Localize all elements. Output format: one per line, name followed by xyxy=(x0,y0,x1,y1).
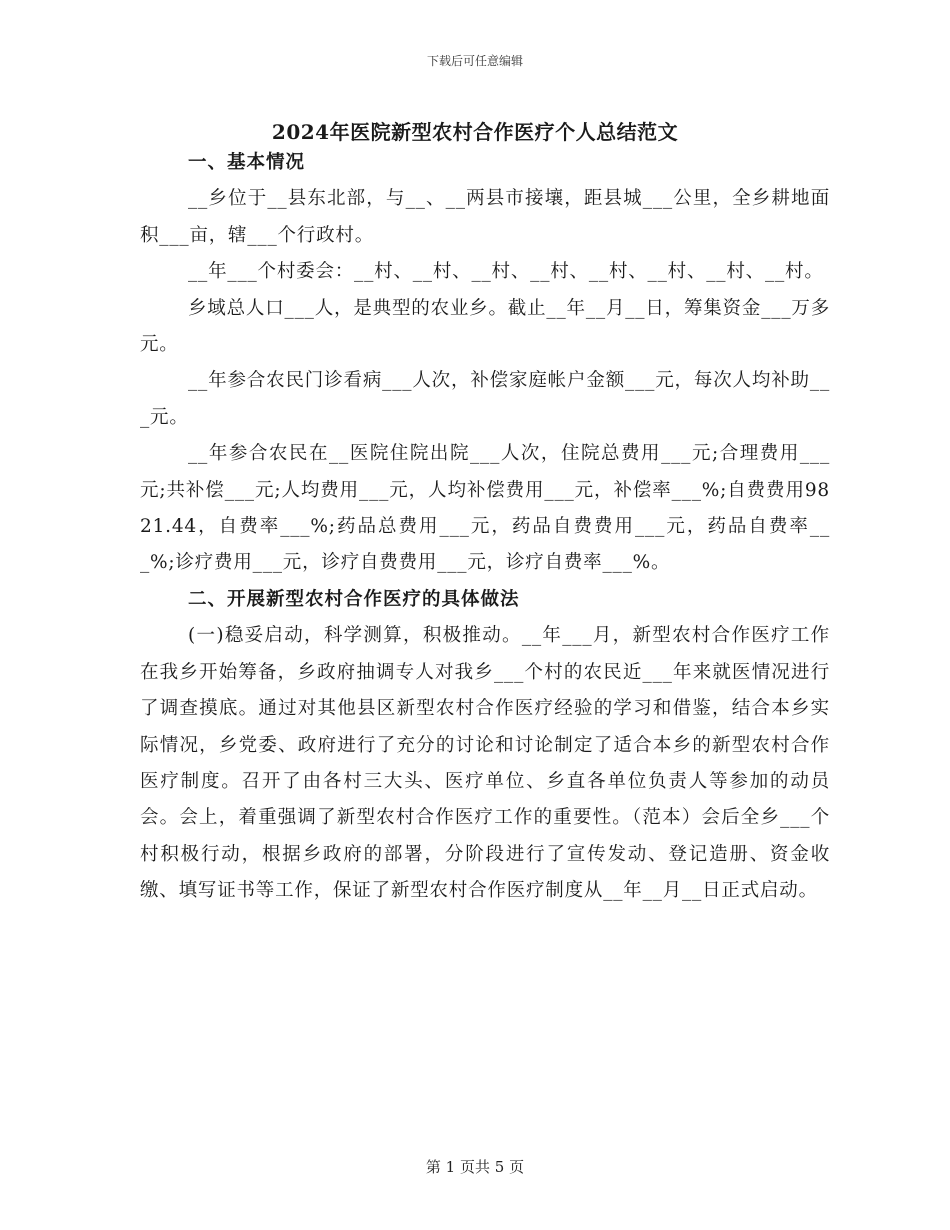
document-body xyxy=(140,145,830,910)
section-heading: 二、开展新型农村合作医疗的具体做法 xyxy=(188,588,520,610)
document-title: 2024年医院新型农村合作医疗个人总结范文 xyxy=(271,120,679,144)
page-header: 下载后可任意编辑 xyxy=(426,54,523,68)
paragraph: __年参合农民门诊看病___人次，补偿家庭帐户金额___元，每次人均补助___元。 xyxy=(140,370,830,428)
paragraph: 乡域总人口___人，是典型的农业乡。截止__年__月__日，筹集资金___万多元。 xyxy=(140,297,830,356)
paragraph: __年___个村委会：__村、__村、__村、__村、__村、__村、__村、__村。 xyxy=(188,261,824,283)
section-heading: 一、基本情况 xyxy=(188,152,306,173)
paragraph: __年参合农民在__医院住院出院___人次，住院总费用___元;合理费用___元;共补偿___元;人均费用___元，人均补偿费用___元，补偿率___%;自费费用9821.44，自费率___%;药品总费用___元，药品自费费用___元，药品自费率___%;诊疗费用___元，诊疗自费费用___元，诊疗自费率___%。 xyxy=(140,443,830,574)
paragraph: (一)稳妥启动，科学测算，积极推动。__年___月，新型农村合作医疗工作在我乡开始筹备，乡政府抽调专人对我乡___个村的农民近___年来就医情况进行了调查摸底。通过对其他县区新型农村合作医疗经验的学习和借鉴，结合本乡实际情况，乡党委、政府进行了充分的讨论和讨论制定了适合本乡的新型农村合作医疗制度。召开了由各村三大头、医疗单位、乡直各单位负责人等参加的动员会。会上，着重强调了新型农村合作医疗工作的重要性。（范本）会后全乡___个村积极行动，根据乡政府的部署，分阶段进行了宣传发动、登记造册、资金收缴、填写证书等工作，保证了新型农村合作医疗制度从__年__月__日正式启动。 xyxy=(140,625,830,902)
page-footer: 第 1 页共 5 页 xyxy=(425,1158,525,1176)
paragraph: __乡位于__县东北部，与__、__两县市接壤，距县城___公里，全乡耕地面积___亩，辖___个行政村。 xyxy=(140,188,830,246)
